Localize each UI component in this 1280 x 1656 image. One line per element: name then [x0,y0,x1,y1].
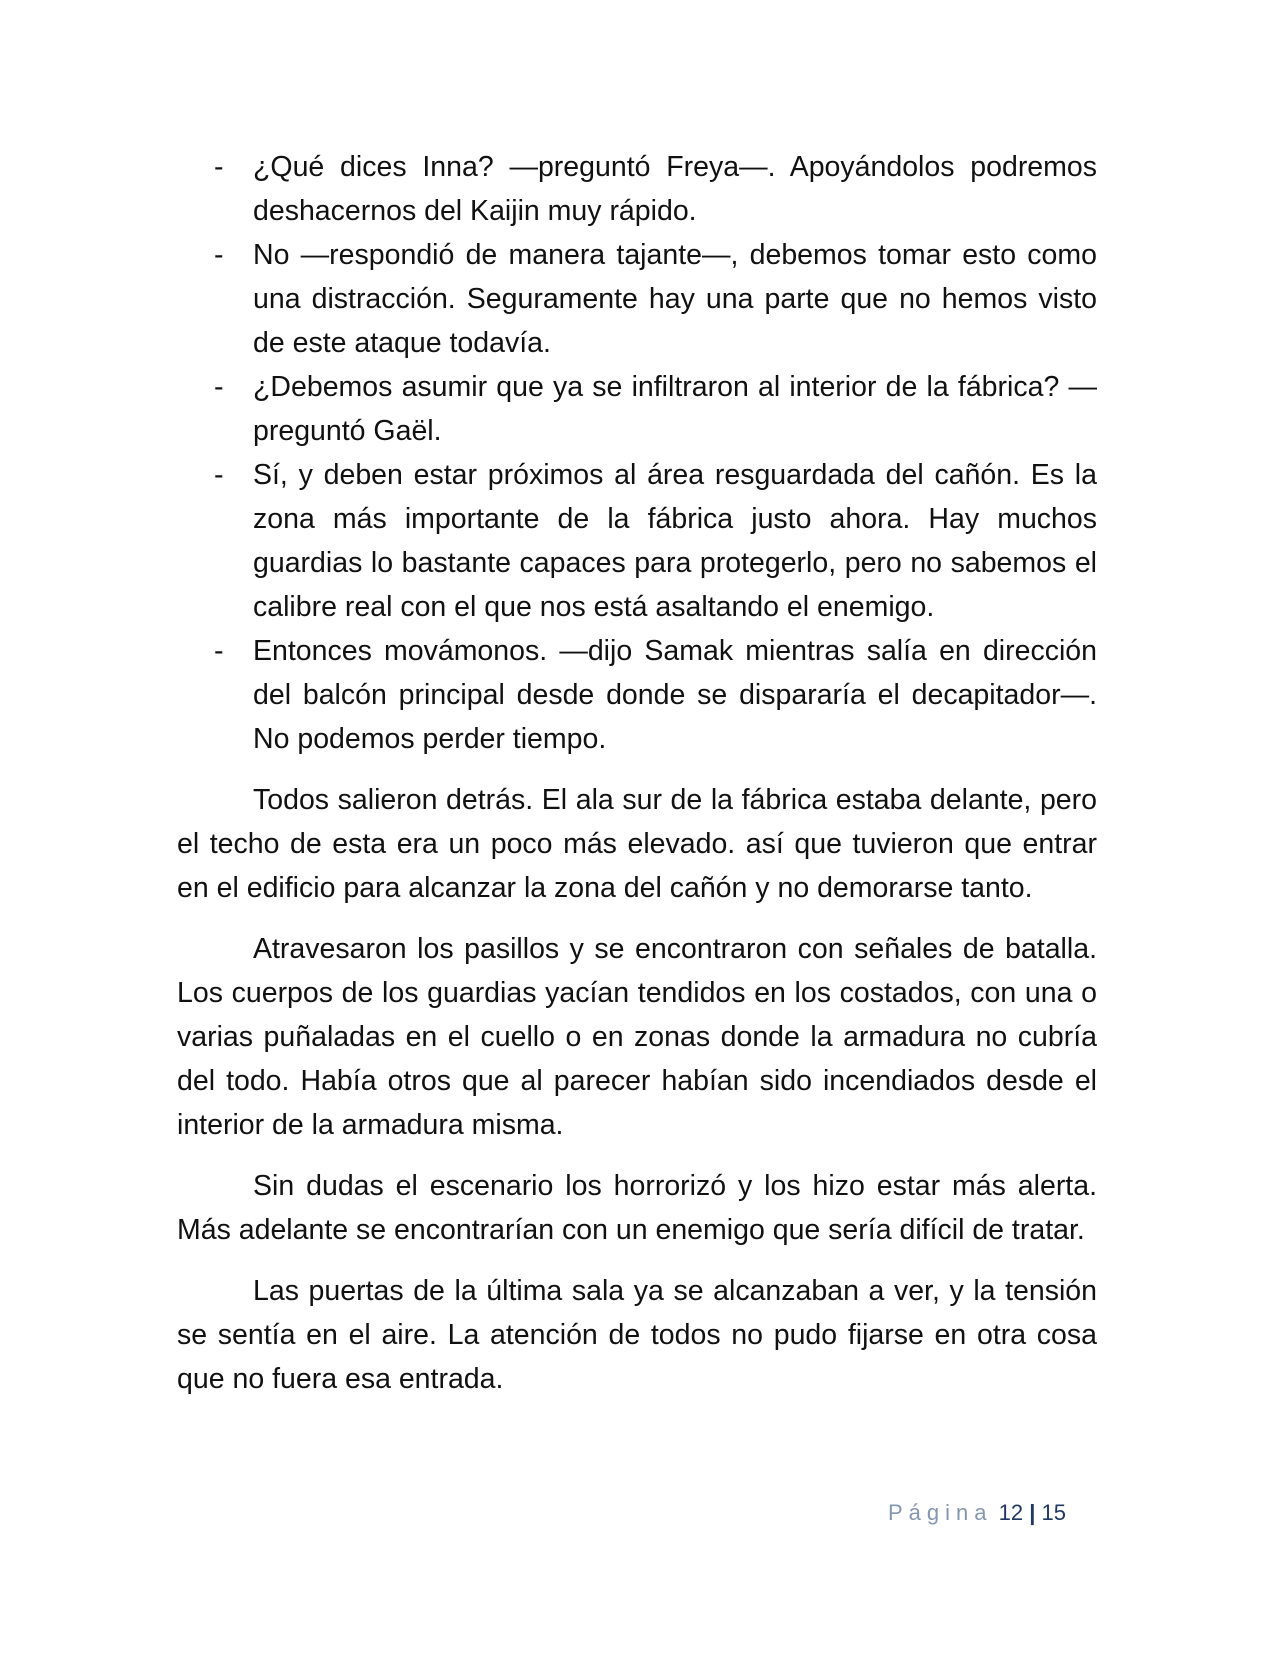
dialogue-text: Sí, y deben estar próximos al área resguardada del cañón. Es la zona más importante de la fábrica justo ahora. Hay muchos guardias lo bastante capaces para protegerlo, pero no sabemos el calibre real con el que nos está asaltando el enemigo. [253,459,1097,623]
body-paragraph: Atravesaron los pasillos y se encontraron con señales de batalla. Los cuerpos de los guardias yacían tendidos en los costados, con una o varias puñaladas en el cuello o en zonas donde la armadura no cubría del todo. Había otros que al parecer habían sido incendiados desde el interior de la armadura misma. [177,933,1097,1141]
dialogue-dash: - [214,371,224,403]
footer-separator: | [1029,1500,1036,1525]
dialogue-text: No —respondió de manera tajante—, debemos tomar esto como una distracción. Seguramente hay una parte que no hemos visto de este ataque todavía. [253,239,1097,359]
body-paragraph: Todos salieron detrás. El ala sur de la fábrica estaba delante, pero el techo de esta era un poco más elevado. así que tuvieron que entrar en el edificio para alcanzar la zona del cañón y no demorarse tanto. [177,784,1097,904]
dialogue-line [177,233,1097,365]
page-footer [888,1498,1066,1528]
body-paragraph: Sin dudas el escenario los horrorizó y los hizo estar más alerta. Más adelante se encontrarían con un enemigo que sería difícil de tratar. [177,1170,1097,1246]
dialogue-line [177,629,1097,761]
dialogue-dash: - [214,635,224,667]
body-paragraph: Las puertas de la última sala ya se alcanzaban a ver, y la tensión se sentía en el aire. La atención de todos no pudo fijarse en otra cosa que no fuera esa entrada. [177,1275,1097,1395]
page-content [177,145,1097,1401]
dialogue-dash: - [214,151,224,183]
dialogue-text: ¿Qué dices Inna? —preguntó Freya—. Apoyándolos podremos deshacernos del Kaijin muy rápido. [253,151,1097,227]
dialogue-dash: - [214,239,224,271]
footer-page-label: Página [888,1500,993,1525]
dialogue-list [177,145,1097,761]
footer-total-pages: 15 [1041,1500,1067,1525]
dialogue-text: ¿Debemos asumir que ya se infiltraron al interior de la fábrica? —preguntó Gaël. [253,371,1097,447]
dialogue-line [177,365,1097,453]
dialogue-line [177,145,1097,233]
dialogue-text: Entonces movámonos. —dijo Samak mientras salía en dirección del balcón principal desde donde se dispararía el decapitador—. No podemos perder tiempo. [253,635,1097,755]
dialogue-line [177,453,1097,629]
footer-current-page: 12 [998,1500,1024,1525]
dialogue-dash: - [214,459,224,491]
